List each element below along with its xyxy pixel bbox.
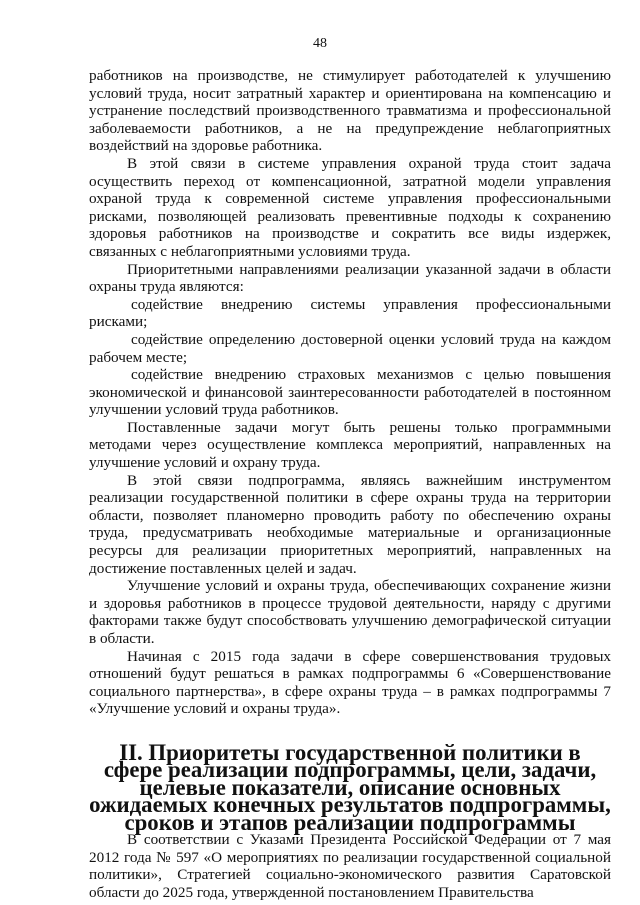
list-item-insurance-mechanisms: содействие внедрению страховых механизмов с целью повышения экономической и финансовой заинтересованности работодателей в постоянном улучшении условий труда работников. xyxy=(89,366,611,419)
paragraph-2015-changes: Начиная с 2015 года задачи в сфере совершенствования трудовых отношений будут решаться в рамках подпрограммы 6 «Совершенствование социального партнерства», в сфере охраны труда – в рамках подпрограммы 7 «Улучшение условий и охраны труда». xyxy=(89,647,611,718)
list-item-working-conditions-assessment: содействие определению достоверной оценки условий труда на каждом рабочем месте; xyxy=(89,330,611,366)
paragraph-subprogram-role: В этой связи подпрограмма, являясь важнейшим инструментом реализации государственной политики в сфере охраны труда на территории области, позволяет планомерно проводить работу по обеспечению охраны труда, предусматривать необходимые материальные и организационные ресурсы для реализации приоритетных мероприятий, направленных на достижение поставленных целей и задач. xyxy=(89,471,611,577)
paragraph-demographic-effect: Улучшение условий и охраны труда, обеспечивающих сохранение жизни и здоровья работников в процессе трудовой деятельности, наряду с другими факторами также будут способствовать улучшению демографической ситуации в области. xyxy=(89,577,611,647)
section-heading: II. Приоритеты государственной политики в сфере реализации подпрограммы, цели, задачи, целевые показатели, описание основных ожидаемых конечных результатов подпрограммы, сроков и этапов реализации подпрограммы xyxy=(89,739,611,835)
paragraph-transition: В этой связи в системе управления охраной труда стоит задача осуществить переход от компенсационной, затратной модели управления охраной труда к современной системе управления профессиональными рисками, позволяющей реализовать превентивные подходы к сохранению здоровья работников на производстве и сократить все виды издержек, связанных с неблагоприятными условиями труда. xyxy=(89,154,611,260)
list-item-risk-management: содействие внедрению системы управления профессиональными рисками; xyxy=(89,295,611,331)
paragraph-program-methods: Поставленные задачи могут быть решены только программными методами через осуществление комплекса мероприятий, направленных на улучшение условий и охрану труда. xyxy=(89,418,611,472)
paragraph-section-intro: В соответствии с Указами Президента Российской Федерации от 7 мая 2012 года № 597 «О мероприятиях по реализации государственной социальной политики», Стратегией социально-экономического развития Саратовской области до 2025 года, утвержденной постановлением Правительства xyxy=(89,831,611,901)
page-number: 48 xyxy=(313,36,327,51)
page-content xyxy=(89,67,611,901)
paragraph-continuation: работников на производстве, не стимулирует работодателей к улучшению условий труда, носит затратный характер и ориентирована на компенсацию и устранение последствий производственного травматизма и профессиональной заболеваемости работников, а не на предупреждение неблагоприятных воздействий на здоровье работника. xyxy=(89,67,611,155)
paragraph-priorities-intro: Приоритетными направлениями реализации указанной задачи в области охраны труда являются: xyxy=(89,260,611,296)
